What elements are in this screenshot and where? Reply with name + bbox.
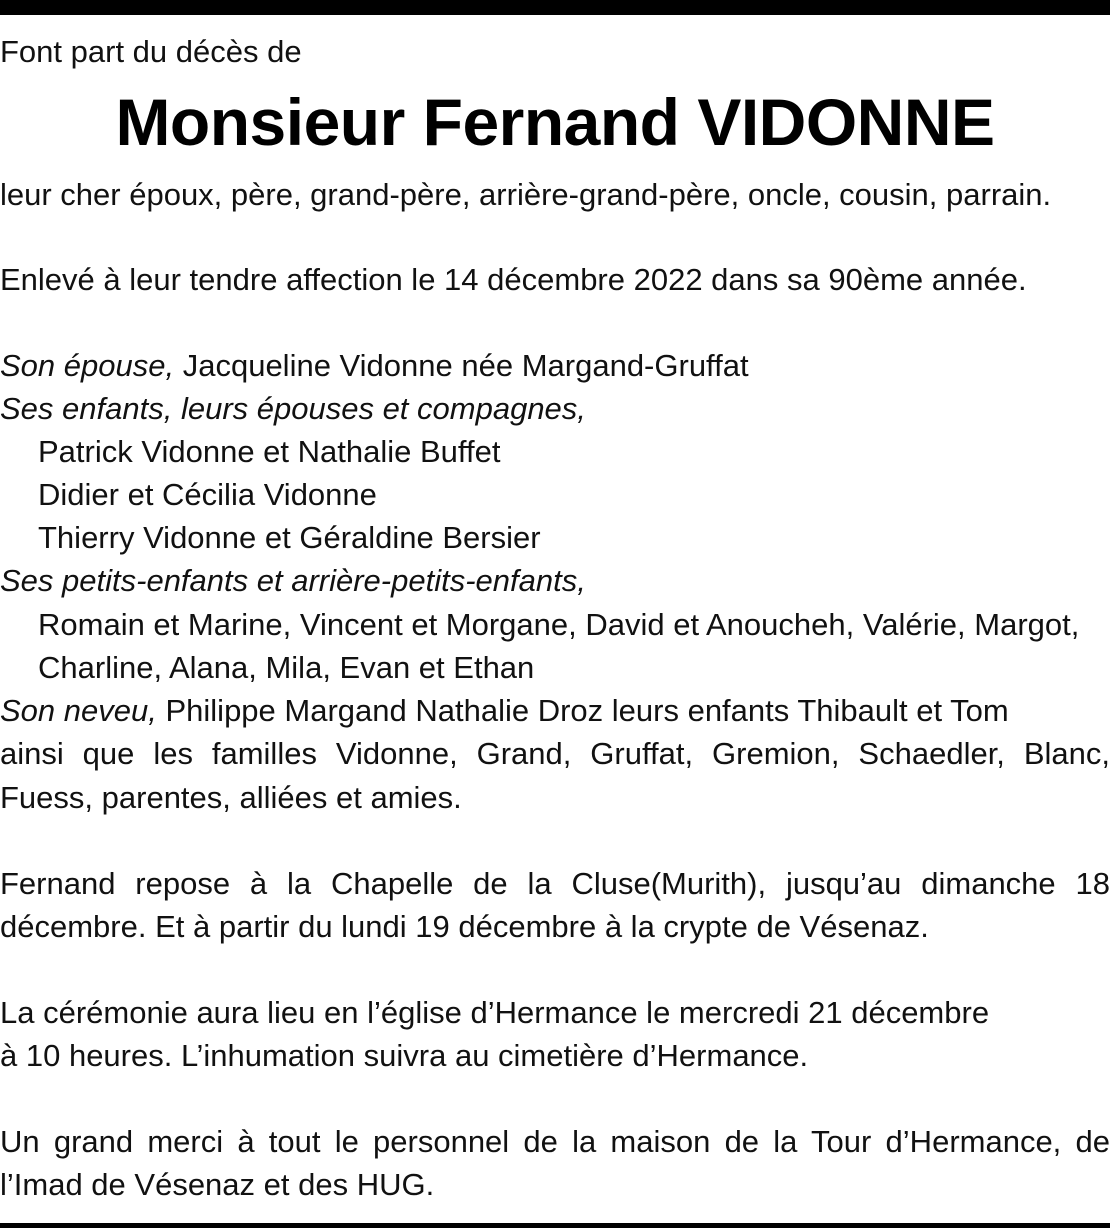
deceased-name: Monsieur Fernand VIDONNE (115, 85, 995, 159)
grandchildren-entry: Romain et Marine, Vincent et Morgane, David et Anoucheh, Valérie, Margot, (38, 607, 1080, 642)
ceremony-line-1: La cérémonie aura lieu en l’église d’Hermance le mercredi 21 décembre (0, 995, 990, 1030)
death-text: Enlevé à leur tendre affection le 14 décembre 2022 dans sa 90ème année. (0, 262, 1027, 297)
ceremony-line-2: à 10 heures. L’inhumation suivra au cimetière d’Hermance. (0, 1038, 809, 1073)
grandchildren-label: Ses petits-enfants et arrière-petits-enfants, (0, 563, 586, 598)
relation-text: leur cher époux, père, grand-père, arrière-grand-père, oncle, cousin, parrain. (0, 177, 1052, 212)
spouse-line (0, 344, 1110, 387)
spouse-name: Jacqueline Vidonne née Margand-Gruffat (182, 348, 749, 383)
rest-line-2: décembre. Et à partir du lundi 19 décembre à la crypte de Vésenaz. (0, 909, 929, 944)
child-entry: Didier et Cécilia Vidonne (38, 477, 377, 512)
thanks-line-1: Un grand merci à tout le personnel de la maison de la Tour d’Hermance, de (0, 1124, 1110, 1159)
grandchildren-entry: Charline, Alana, Mila, Evan et Ethan (38, 650, 535, 685)
rest-line-1: Fernand repose à la Chapelle de la Cluse(Murith), jusqu’au dimanche 18 (0, 866, 1110, 901)
families-line-2: Fuess, parentes, alliées et amies. (0, 780, 462, 815)
children-label: Ses enfants, leurs épouses et compagnes, (0, 391, 586, 426)
intro-text: Font part du décès de (0, 34, 302, 69)
nephew-text: Philippe Margand Nathalie Droz leurs enfants Thibault et Tom (165, 693, 1009, 728)
families-line-1: ainsi que les familles Vidonne, Grand, Gruffat, Gremion, Schaedler, Blanc, (0, 736, 1110, 771)
child-entry: Thierry Vidonne et Géraldine Bersier (38, 520, 541, 555)
nephew-line (0, 689, 1110, 732)
child-entry: Patrick Vidonne et Nathalie Buffet (38, 434, 501, 469)
thanks-line-2: l’Imad de Vésenaz et des HUG. (0, 1167, 435, 1202)
top-border (0, 0, 1110, 15)
nephew-label: Son neveu, (0, 693, 157, 728)
spouse-label: Son épouse, (0, 348, 175, 383)
bottom-border (0, 1223, 1110, 1228)
